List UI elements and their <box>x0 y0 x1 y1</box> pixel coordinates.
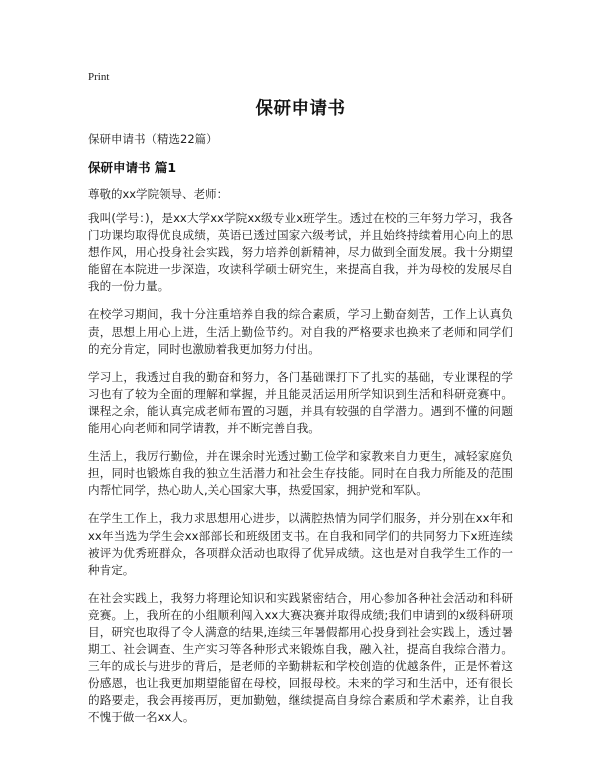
paragraph-school-period: 在校学习期间，我十分注重培养自我的综合素质，学习上勤奋刻苦，工作上认真负责，思想上用心上进，生活上勤俭节约。对自我的严格要求也换来了老师和同学们的充分肯定，同时也激励着我更加努力付出。 <box>88 307 513 356</box>
print-link[interactable]: Print <box>88 71 110 83</box>
document-body <box>88 210 513 738</box>
section-heading: 保研申请书 篇1 <box>88 160 177 175</box>
paragraph-study: 学习上，我透过自我的勤奋和努力，各门基础课打下了扎实的基础，专业课程的学习也有了较为全面的理解和掌握，并且能灵活运用所学知识到生活和科研竞赛中。课程之余，能认真完成老师布置的习题，并具有较强的自学潜力。遇到不懂的问题能用心向老师和同学请教，并不断完善自我。 <box>88 369 513 436</box>
paragraph-intro: 我叫(学号：)，是xx大学xx学院xx级专业x班学生。透过在校的三年努力学习，我各门功课均取得优良成绩，英语已透过国家六级考试，并且始终持续着用心向上的思想作风，用心投身社会实践，努力培养创新精神，尽力做到全面发展。我十分期望能留在本院进一步深造，攻读科学硕士研究生，来提高自我，并为母校的发展尽自我的一份力量。 <box>88 211 513 294</box>
document-title: 保研申请书 <box>255 99 346 119</box>
greeting-line: 尊敬的xx学院领导、老师： <box>88 187 229 201</box>
paragraph-social-practice: 在社会实践上，我努力将理论知识和实践紧密结合，用心参加各种社会活动和科研竞赛。上，我所在的小组顺利闯入xx大赛决赛并取得成绩;我们申请到的x级科研项目，研究也取得了令人满意的结果,连续三年暑假都用心投身到社会实践上，透过暑期工、社会调查、生产实习等各种形式来锻炼自我，融入社，提高自我综合潜力。三年的成长与进步的背后，是老师的辛勤耕耘和学校创造的优越条件，正是怀着这份感恩，也让我更加期望能留在母校，回报母校。未来的学习和生活中，还有很长的路要走，我会再接再厉，更加勤勉，继续提高自身综合素质和学术素养，让自我不愧于做一名xx人。 <box>88 590 513 725</box>
paragraph-student-work: 在学生工作上，我力求思想用心进步，以满腔热情为同学们服务，并分别在xx年和xx年当选为学生会xx部部长和班级团支书。在自我和同学们的共同努力下x班连续被评为优秀班群众，各项群众活动也取得了优异成绩。这也是对自我学生工作的一种肯定。 <box>88 511 513 577</box>
document-subtitle: 保研申请书（精选22篇） <box>88 132 218 146</box>
paragraph-life: 生活上，我厉行勤俭，并在课余时光透过勤工俭学和家教来自力更生，减轻家庭负担，同时也锻炼自我的独立生活潜力和社会生存技能。同时在自我力所能及的范围内帮忙同学，热心助人,关心国家大事，热爱国家，拥护党和军队。 <box>88 449 513 498</box>
